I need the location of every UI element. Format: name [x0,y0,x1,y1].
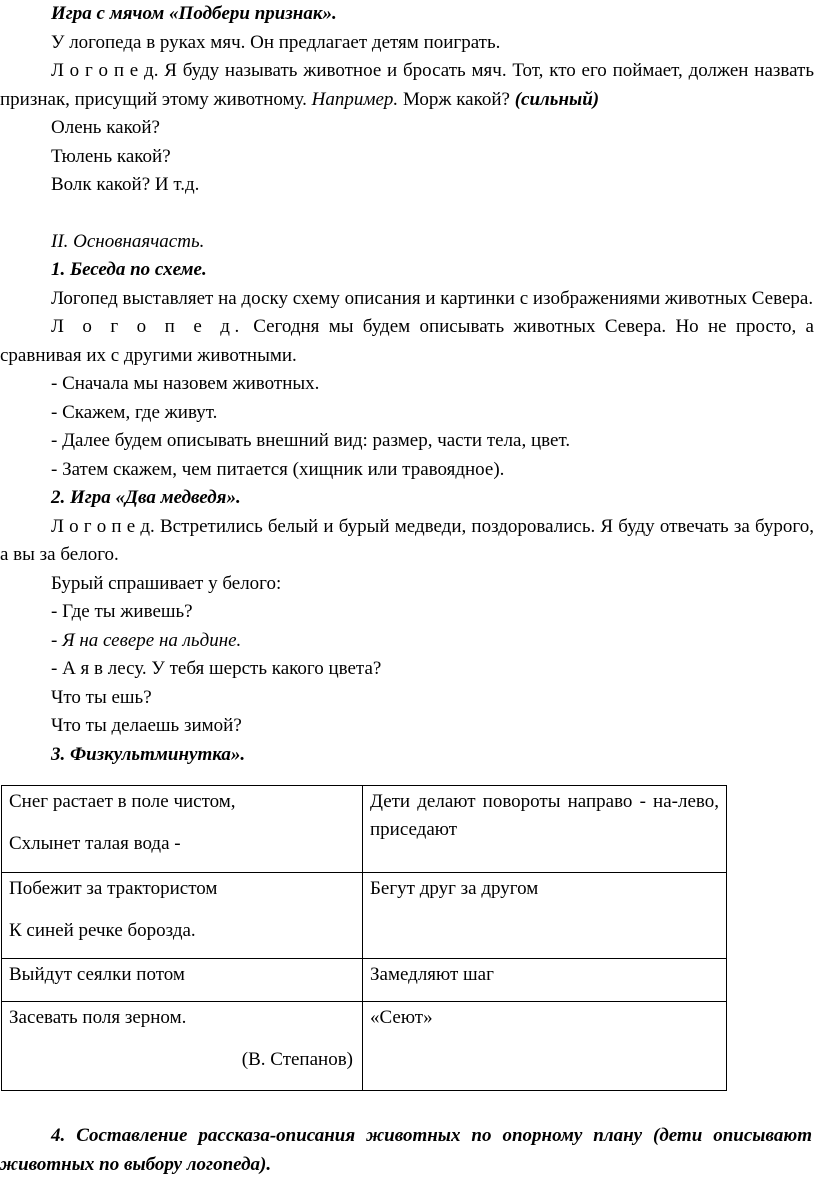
spacer [0,200,816,228]
game1-intro: У логопеда в руках мяч. Он предлагает детям поиграть. [51,31,501,53]
bears-line-4: - А я в лесу. У тебя шерсть какого цвета? [51,658,382,679]
action-cell: Замедляют шаг [363,959,727,1002]
talk-bullet-1: - Сначала мы назовем животных. [51,373,320,394]
fizminutka-table [1,785,727,1091]
talk-speech: Л о г о п е д. Сегодня мы будем описывать животных Севера. Но не просто, а сравнивая их с другими животными. [0,316,814,366]
game1-question-2: Тюлень какой? [51,145,171,167]
talk-title: 1. Беседа по схеме. [51,259,207,280]
bears-line-1: Бурый спрашивает у белого: [51,572,282,594]
section2-title: II. Основнаячасть. [51,230,205,252]
action-cell: Дети делают повороты направо - на-лево, приседают [363,786,727,873]
game1-title: Игра с мячом «Подбери признак». [51,3,337,24]
table-row [2,873,727,959]
bears-speech: Л о г о п е д. Встретились белый и бурый медведи, поздоровались. Я буду отвечать за бурого, а вы за белого. [0,515,815,565]
talk-bullet-2: - Скажем, где живут. [51,401,218,423]
task4-block [0,1122,814,1179]
verse-cell: Выйдут сеялки потом [2,959,363,1002]
task4-text: 4. Составление рассказа-описания животных по опорному плану (дети описывают животных по выбору логопеда). [0,1125,812,1175]
action-cell: «Сеют» [363,1002,727,1091]
bears-title: 2. Игра «Два медведя». [51,487,241,508]
bears-line-2: - Где ты живешь? [51,601,193,622]
verse-cell: Засевать поля зерном. (В. Степанов) [2,1002,363,1091]
talk-bullet-3: - Далее будем описывать внешний вид: размер, части тела, цвет. [51,430,571,451]
table-row [2,1002,727,1091]
speaker-label: Л о г о п е д. [51,316,244,337]
game1-question-3: Волк какой? И т.д. [51,174,200,195]
bears-line-6: Что ты делаешь зимой? [51,715,242,736]
table-row [2,959,727,1002]
speaker-label: Л о г о п е д. [51,60,159,81]
poem-author: (В. Степанов) [241,1049,353,1070]
table-row [2,786,727,873]
example-label: Например. [311,88,399,110]
verse-cell: Побежит за трактористом К синей речке борозда. [2,873,363,959]
speaker-label: Л о г о п е д. [51,515,155,537]
fizminutka-title: 3. Физкультминутка». [51,743,246,765]
game1-speech: Л о г о п е д. Я буду называть животное и бросать мяч. Тот, кто его поймает, должен назвать признак, присущий этому животному. Например. Морж какой? (сильный) [0,60,815,110]
talk-paragraph: Логопед выставляет на доску схему описания и картинки с изображениями животных Севера. [51,287,814,309]
game1-question-1: Олень какой? [51,117,160,138]
action-cell: Бегут друг за другом [363,873,727,959]
bears-line-5: Что ты ешь? [51,686,152,708]
talk-bullet-4: - Затем скажем, чем питается (хищник или травоядное). [51,458,505,480]
verse-cell: Снег растает в поле чистом, Схлынет талая вода - [2,786,363,873]
example-answer: (сильный) [514,88,600,110]
bears-line-3: - Я на севере на льдине. [51,629,242,651]
